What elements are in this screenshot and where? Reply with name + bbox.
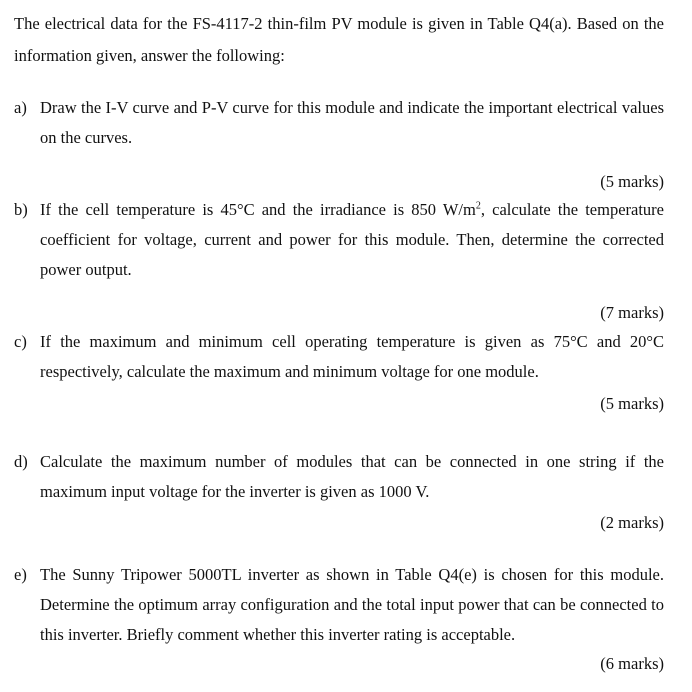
- question-text: If the maximum and minimum cell operating temperature is given as 75°C and 20°C respectively, calculate the maximum and minimum voltage for one module.: [40, 332, 664, 381]
- question-text: Draw the I-V curve and P-V curve for this module and indicate the important electrical values on the curves.: [40, 98, 664, 147]
- marks-e: (6 marks): [600, 654, 664, 673]
- marks-a: (5 marks): [600, 172, 664, 191]
- question-d: [14, 447, 664, 507]
- question-label: d): [14, 452, 28, 471]
- marks-c: (5 marks): [600, 394, 664, 413]
- question-text-end: , calculate the temperature coefficient for voltage, current and power for this module. Then, determine the corrected power output.: [40, 200, 664, 279]
- marks-d: (2 marks): [600, 513, 664, 532]
- question-e: [14, 560, 664, 650]
- question-text: Calculate the maximum number of modules that can be connected in one string if the maximum input voltage for the inverter is given as 1000 V.: [40, 452, 664, 501]
- intro-paragraph: The electrical data for the FS-4117-2 thin-film PV module is given in Table Q4(a). Based on the information given, answer the following:: [14, 14, 664, 65]
- question-label: c): [14, 332, 27, 351]
- question-text: The Sunny Tripower 5000TL inverter as shown in Table Q4(e) is chosen for this module. Determine the optimum array configuration and the total input power that can be connected to this inverter. Briefly comment whether this inverter rating is acceptable.: [40, 565, 664, 644]
- question-b: [14, 195, 664, 285]
- question-label: b): [14, 200, 28, 219]
- superscript: 2: [475, 200, 481, 212]
- marks-b: (7 marks): [600, 303, 664, 322]
- question-a: [14, 93, 664, 153]
- question-text: [40, 195, 664, 285]
- question-label: e): [14, 565, 27, 584]
- question-text-start: If the cell temperature is 45°C and the irradiance is 850 W/m: [40, 200, 476, 219]
- question-c: [14, 327, 664, 387]
- question-label: a): [14, 98, 27, 117]
